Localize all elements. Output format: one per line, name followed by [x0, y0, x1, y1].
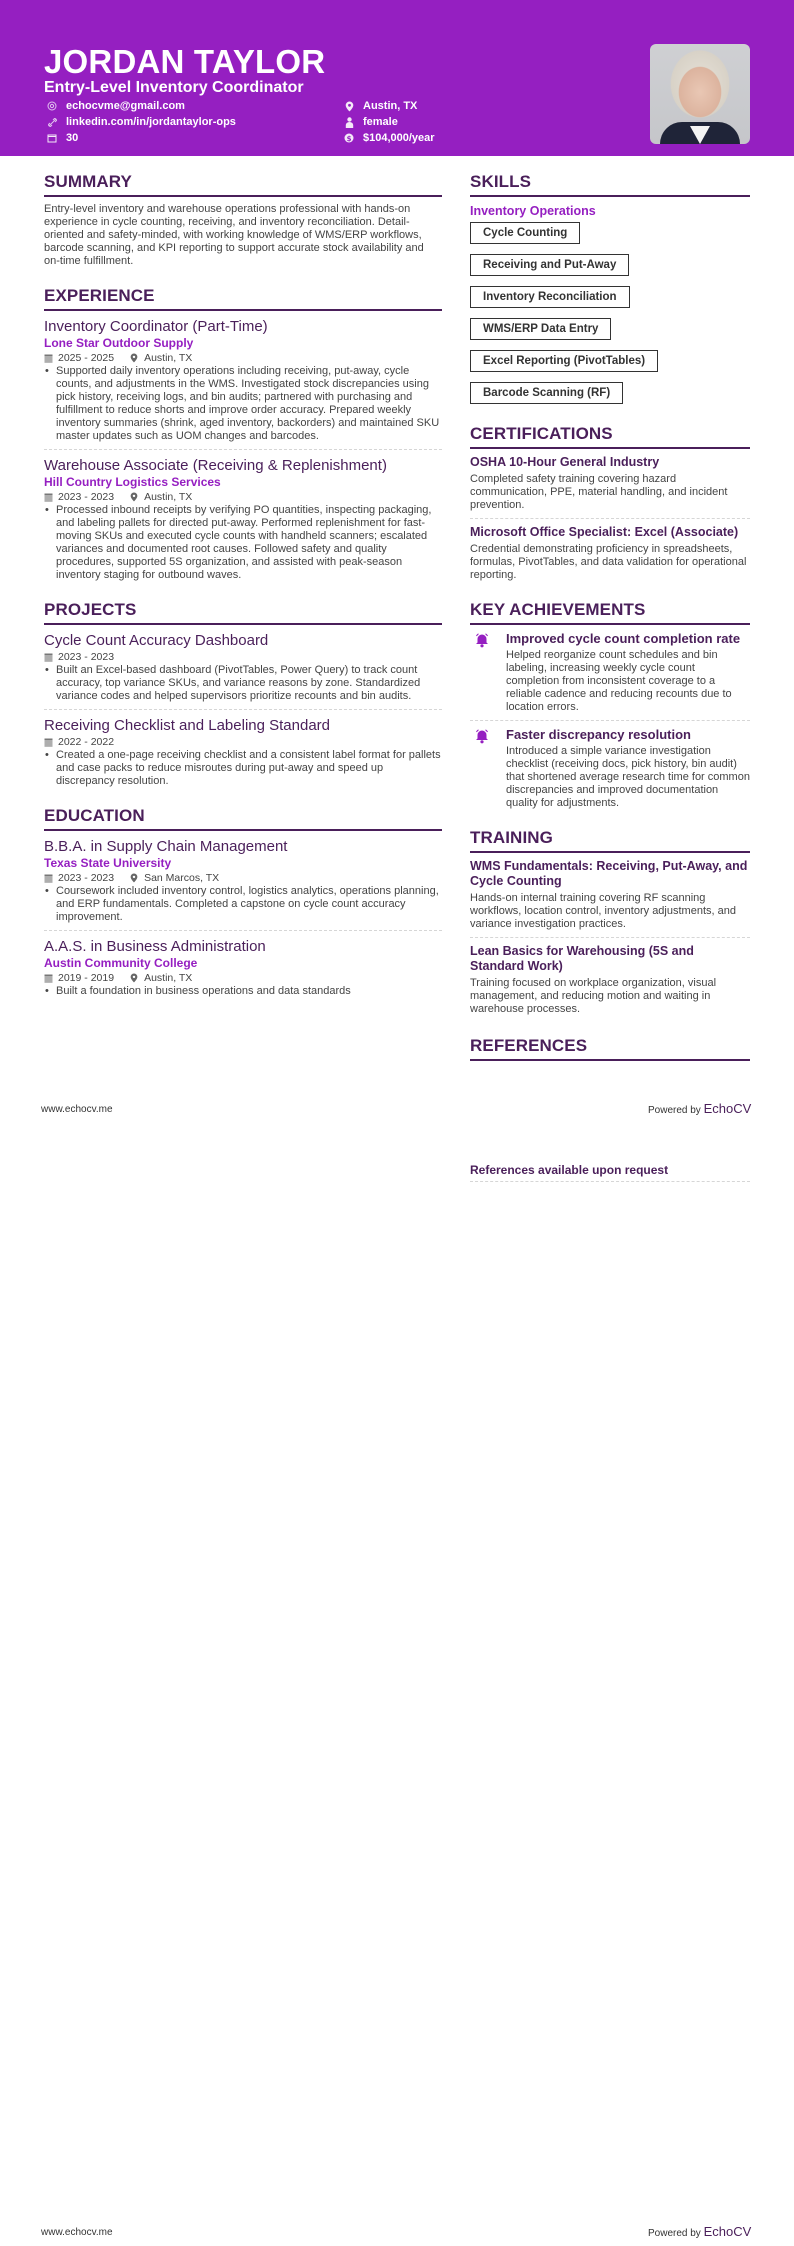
- calendar-icon: [44, 492, 54, 502]
- candidate-name: JORDAN TAYLOR: [44, 43, 326, 80]
- location-pin-icon: [343, 100, 355, 112]
- achievement-item: [470, 631, 750, 721]
- location-pin-icon: [130, 873, 140, 883]
- clipped-content: [44, 985, 442, 997]
- skill-chips: [470, 222, 750, 414]
- calendar-icon: [46, 132, 58, 144]
- education-section: [44, 806, 442, 997]
- education-item: [44, 837, 442, 931]
- job-title: Warehouse Associate (Receiving & Replenishment): [44, 457, 387, 474]
- certifications-section: [470, 424, 750, 588]
- experience-item: [44, 317, 442, 450]
- achievement-description: Helped reorganize count schedules and bin labeling, increasing weekly cycle count completion from inconsistent coverage to a reliable cadence and reducing recounts due to location errors.: [506, 649, 732, 713]
- section-title: TRAINING: [470, 828, 750, 853]
- achievement-title: Improved cycle count completion rate: [506, 631, 741, 646]
- contact-salary: $ $104,000/year: [343, 130, 435, 146]
- candidate-role: Entry-Level Inventory Coordinator: [44, 79, 304, 96]
- project-title: Receiving Checklist and Labeling Standard: [44, 717, 331, 734]
- contact-gender: female: [343, 114, 398, 130]
- calendar-icon: [44, 873, 54, 883]
- skill-chip: Cycle Counting: [470, 222, 580, 244]
- section-title: KEY ACHIEVEMENTS: [470, 600, 750, 625]
- job-title: Inventory Coordinator (Part-Time): [44, 318, 268, 335]
- education-meta: 2023 - 2023 San Marcos, TX: [44, 871, 442, 885]
- achievements-section: [470, 600, 750, 816]
- at-icon: [46, 100, 58, 112]
- footer-website[interactable]: www.echocv.me: [41, 2227, 113, 2238]
- certification-title: OSHA 10-Hour General Industry: [470, 455, 660, 469]
- location-pin-icon: [130, 353, 140, 363]
- projects-section: [44, 600, 442, 794]
- project-meta: 2022 - 2022: [44, 735, 442, 749]
- skill-chip: Excel Reporting (PivotTables): [470, 350, 658, 372]
- section-title: REFERENCES: [470, 1036, 750, 1061]
- bell-icon: [470, 631, 506, 714]
- skill-chip: WMS/ERP Data Entry: [470, 318, 611, 340]
- company-name: Hill Country Logistics Services: [44, 475, 221, 489]
- calendar-icon: [44, 973, 54, 983]
- education-item: [44, 937, 442, 997]
- company-name: Lone Star Outdoor Supply: [44, 336, 194, 350]
- job-meta: 2025 - 2025 Austin, TX: [44, 351, 442, 365]
- certification-item: [470, 525, 750, 588]
- person-icon: [343, 116, 355, 128]
- bell-icon: [470, 727, 506, 810]
- certification-title: Microsoft Office Specialist: Excel (Associate): [470, 525, 739, 539]
- summary-section: [44, 172, 442, 268]
- link-icon: [46, 116, 58, 128]
- project-description: • Built an Excel-based dashboard (PivotTables, Power Query) to track count accuracy, top variance SKUs, and variance reasons by zone. Standardized variance codes and helped supervisors prioritize recounts and bin audits.: [44, 664, 442, 703]
- references-section: [470, 1036, 750, 1061]
- job-description: • Supported daily inventory operations including receiving, put-away, cycle counts, and adjustments in the WMS. Investigated stock discrepancies using pick history, receiving logs, and bin audits; partnered with purchasing and fulfillment to reduce shorts and improve order accuracy. Prepared weekly inventory summaries (shrink, aged inventory, backorders) and maintained SKU master updates such as UOM changes and barcodes.: [44, 365, 442, 443]
- job-meta: 2023 - 2023 Austin, TX: [44, 490, 442, 504]
- contact-linkedin[interactable]: linkedin.com/in/jordantaylor-ops: [46, 114, 236, 130]
- project-title: Cycle Count Accuracy Dashboard: [44, 632, 269, 649]
- project-description: • Created a one-page receiving checklist and a consistent label format for pallets and case packs to reduce misroutes during put-away and speed up discrepancy resolution.: [44, 749, 442, 788]
- project-item: [44, 716, 442, 794]
- left-column: [44, 172, 442, 996]
- project-meta: 2023 - 2023: [44, 650, 442, 664]
- training-description: Hands-on internal training covering RF scanning workflows, location control, inventory adjustments, and variance investigation practices.: [470, 892, 736, 930]
- summary-text: Entry-level inventory and warehouse operations professional with hands-on experience in cycle counting, receiving, and inventory reconciliation. Detail-oriented and safety-minded, with working knowledge of WMS/ERP workflows, barcode scanning, and KPI reporting to support accurate stock availability and on-time fulfillment.: [44, 203, 424, 267]
- section-title: SUMMARY: [44, 172, 442, 197]
- calendar-icon: [44, 353, 54, 363]
- school-name: Austin Community College: [44, 956, 198, 970]
- skills-section: [470, 172, 750, 414]
- achievement-item: [470, 727, 750, 816]
- training-section: [470, 828, 750, 1022]
- skill-chip: Inventory Reconciliation: [470, 286, 630, 308]
- dollar-icon: [343, 132, 355, 144]
- skill-category: Inventory Operations: [470, 204, 596, 218]
- footer-powered-by[interactable]: Powered by EchoCV: [648, 1101, 752, 1116]
- achievement-description: Introduced a simple variance investigation checklist (receiving docs, pick history, bin audit) that shortened average research time for common discrepancies and improved documentation quality for adjustments.: [506, 745, 750, 809]
- education-meta: 2019 - 2019 Austin, TX: [44, 971, 442, 985]
- job-description: • Processed inbound receipts by verifying PO quantities, inspecting packaging, and labeling pallets for directed put-away. Performed replenishment for fast-moving SKUs and executed cycle counts with handheld scanners; escalated variances and documented root causes. Followed safety and quality procedures, supported 5S organization, and assisted with peak-season inventory staging for outbound waves.: [44, 504, 442, 582]
- experience-item: [44, 456, 442, 588]
- experience-section: [44, 286, 442, 588]
- skill-chip: Receiving and Put-Away: [470, 254, 629, 276]
- certification-description: Credential demonstrating proficiency in spreadsheets, formulas, PivotTables, and data validation for operational reporting.: [470, 543, 747, 581]
- brand-name: EchoCV: [703, 2224, 752, 2239]
- section-title: CERTIFICATIONS: [470, 424, 750, 449]
- project-item: [44, 631, 442, 710]
- footer-powered-by[interactable]: Powered by EchoCV: [648, 2224, 752, 2239]
- profile-photo: [650, 44, 750, 144]
- training-description: Training focused on workplace organization, visual management, and reducing motion and waiting in warehouse processes.: [470, 977, 717, 1015]
- degree-title: A.A.S. in Business Administration: [44, 938, 266, 955]
- section-title: SKILLS: [470, 172, 750, 197]
- svg-text:$: $: [346, 134, 352, 143]
- training-item: [470, 944, 750, 1022]
- section-title: EXPERIENCE: [44, 286, 442, 311]
- certification-item: [470, 455, 750, 519]
- right-column: [470, 172, 750, 1067]
- contact-email[interactable]: echocvme@gmail.com: [46, 98, 185, 114]
- education-description: • Coursework included inventory control, logistics analytics, operations planning, and ERP fundamentals. Completed a capstone on cycle count accuracy improvement.: [44, 885, 442, 924]
- achievement-title: Faster discrepancy resolution: [506, 727, 691, 742]
- certification-description: Completed safety training covering hazard communication, PPE, material handling, and incident prevention.: [470, 473, 728, 511]
- brand-name: EchoCV: [703, 1101, 752, 1116]
- training-title: WMS Fundamentals: Receiving, Put-Away, and Cycle Counting: [470, 859, 748, 888]
- section-title: PROJECTS: [44, 600, 442, 625]
- section-title: EDUCATION: [44, 806, 442, 831]
- school-name: Texas State University: [44, 856, 172, 870]
- calendar-icon: [44, 652, 54, 662]
- references-text: References available upon request: [470, 1163, 750, 1182]
- training-title: Lean Basics for Warehousing (5S and Standard Work): [470, 944, 694, 973]
- skill-chip: Barcode Scanning (RF): [470, 382, 623, 404]
- location-pin-icon: [130, 973, 140, 983]
- contact-location: Austin, TX: [343, 98, 417, 114]
- contact-age: 30: [46, 130, 78, 146]
- calendar-icon: [44, 737, 54, 747]
- degree-title: B.B.A. in Supply Chain Management: [44, 838, 288, 855]
- education-description: • Built a foundation in business operations and data standards: [44, 985, 442, 998]
- location-pin-icon: [130, 492, 140, 502]
- footer-website[interactable]: www.echocv.me: [41, 1104, 113, 1115]
- training-item: [470, 859, 750, 938]
- resume-header: [0, 0, 794, 156]
